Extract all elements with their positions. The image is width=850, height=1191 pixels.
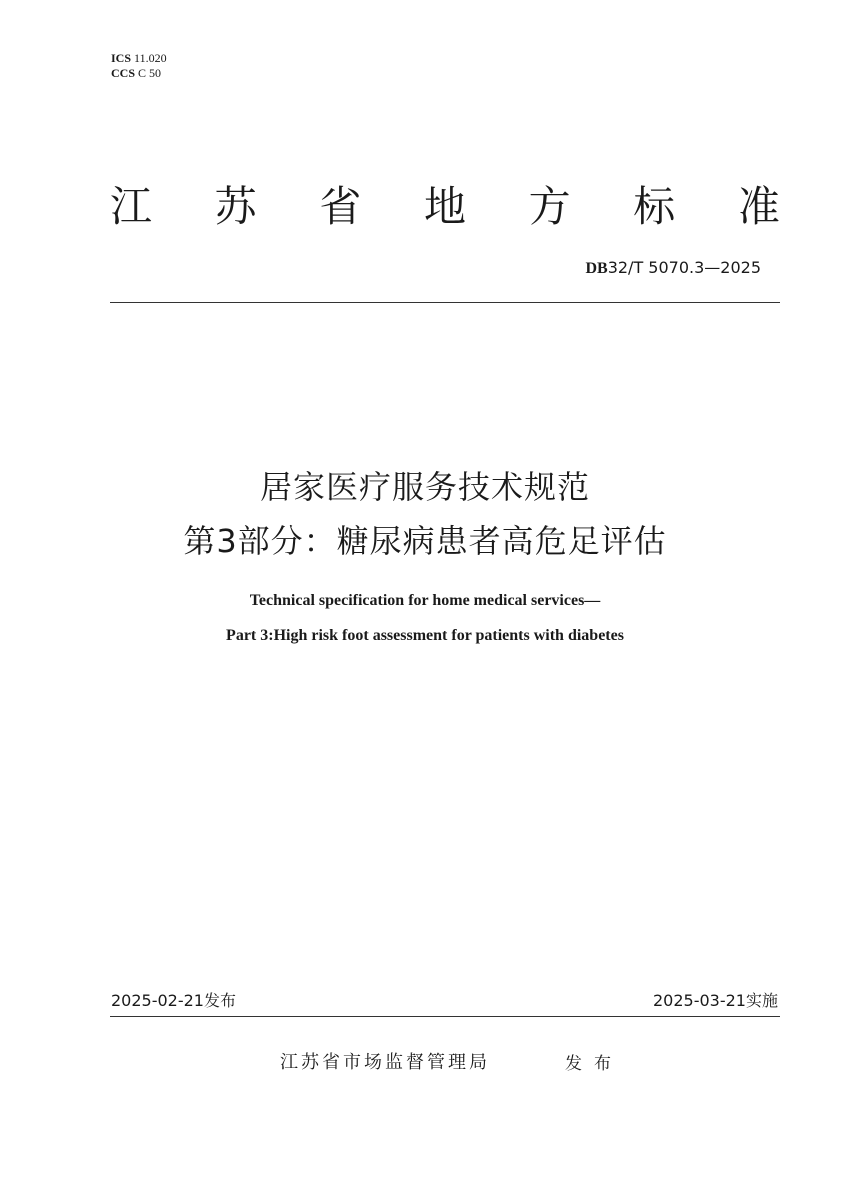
classification-codes <box>111 51 167 81</box>
standard-number-code: 32/T 5070.3—2025 <box>607 258 761 277</box>
bottom-divider <box>110 1016 780 1017</box>
standard-type-heading <box>110 179 780 235</box>
main-title-line1: 居家医疗服务技术规范 <box>259 468 590 506</box>
ccs-value: C 50 <box>138 66 162 80</box>
ccs-label: CCS <box>111 66 136 80</box>
standard-type-char: 省 <box>319 182 362 231</box>
standard-type-char: 准 <box>737 182 780 231</box>
ics-value: 11.020 <box>134 51 167 65</box>
english-title-line1: Technical specification for home medical services— <box>249 592 601 609</box>
issue-action: 发布 <box>565 1054 623 1074</box>
standard-number <box>585 258 761 278</box>
english-title-line2: Part 3:High risk foot assessment for patients with diabetes <box>226 627 624 644</box>
ics-code <box>111 51 167 66</box>
top-divider <box>110 302 780 303</box>
main-title-line2: 第3部分：糖尿病患者高危足评估 <box>183 522 667 560</box>
standard-type-char: 方 <box>528 182 571 231</box>
standard-number-prefix: DB <box>585 260 608 277</box>
standard-type-char: 标 <box>633 182 676 231</box>
ccs-code <box>111 66 167 81</box>
publish-date: 2025-02-21发布 <box>111 991 236 1010</box>
standard-type-char: 地 <box>423 182 466 231</box>
ics-label: ICS <box>111 51 132 65</box>
standard-type-char: 江 <box>110 182 153 231</box>
issuing-authority: 江苏省市场监督管理局 <box>280 1052 490 1073</box>
implement-date: 2025-03-21实施 <box>653 991 778 1010</box>
standard-type-char: 苏 <box>214 182 257 231</box>
